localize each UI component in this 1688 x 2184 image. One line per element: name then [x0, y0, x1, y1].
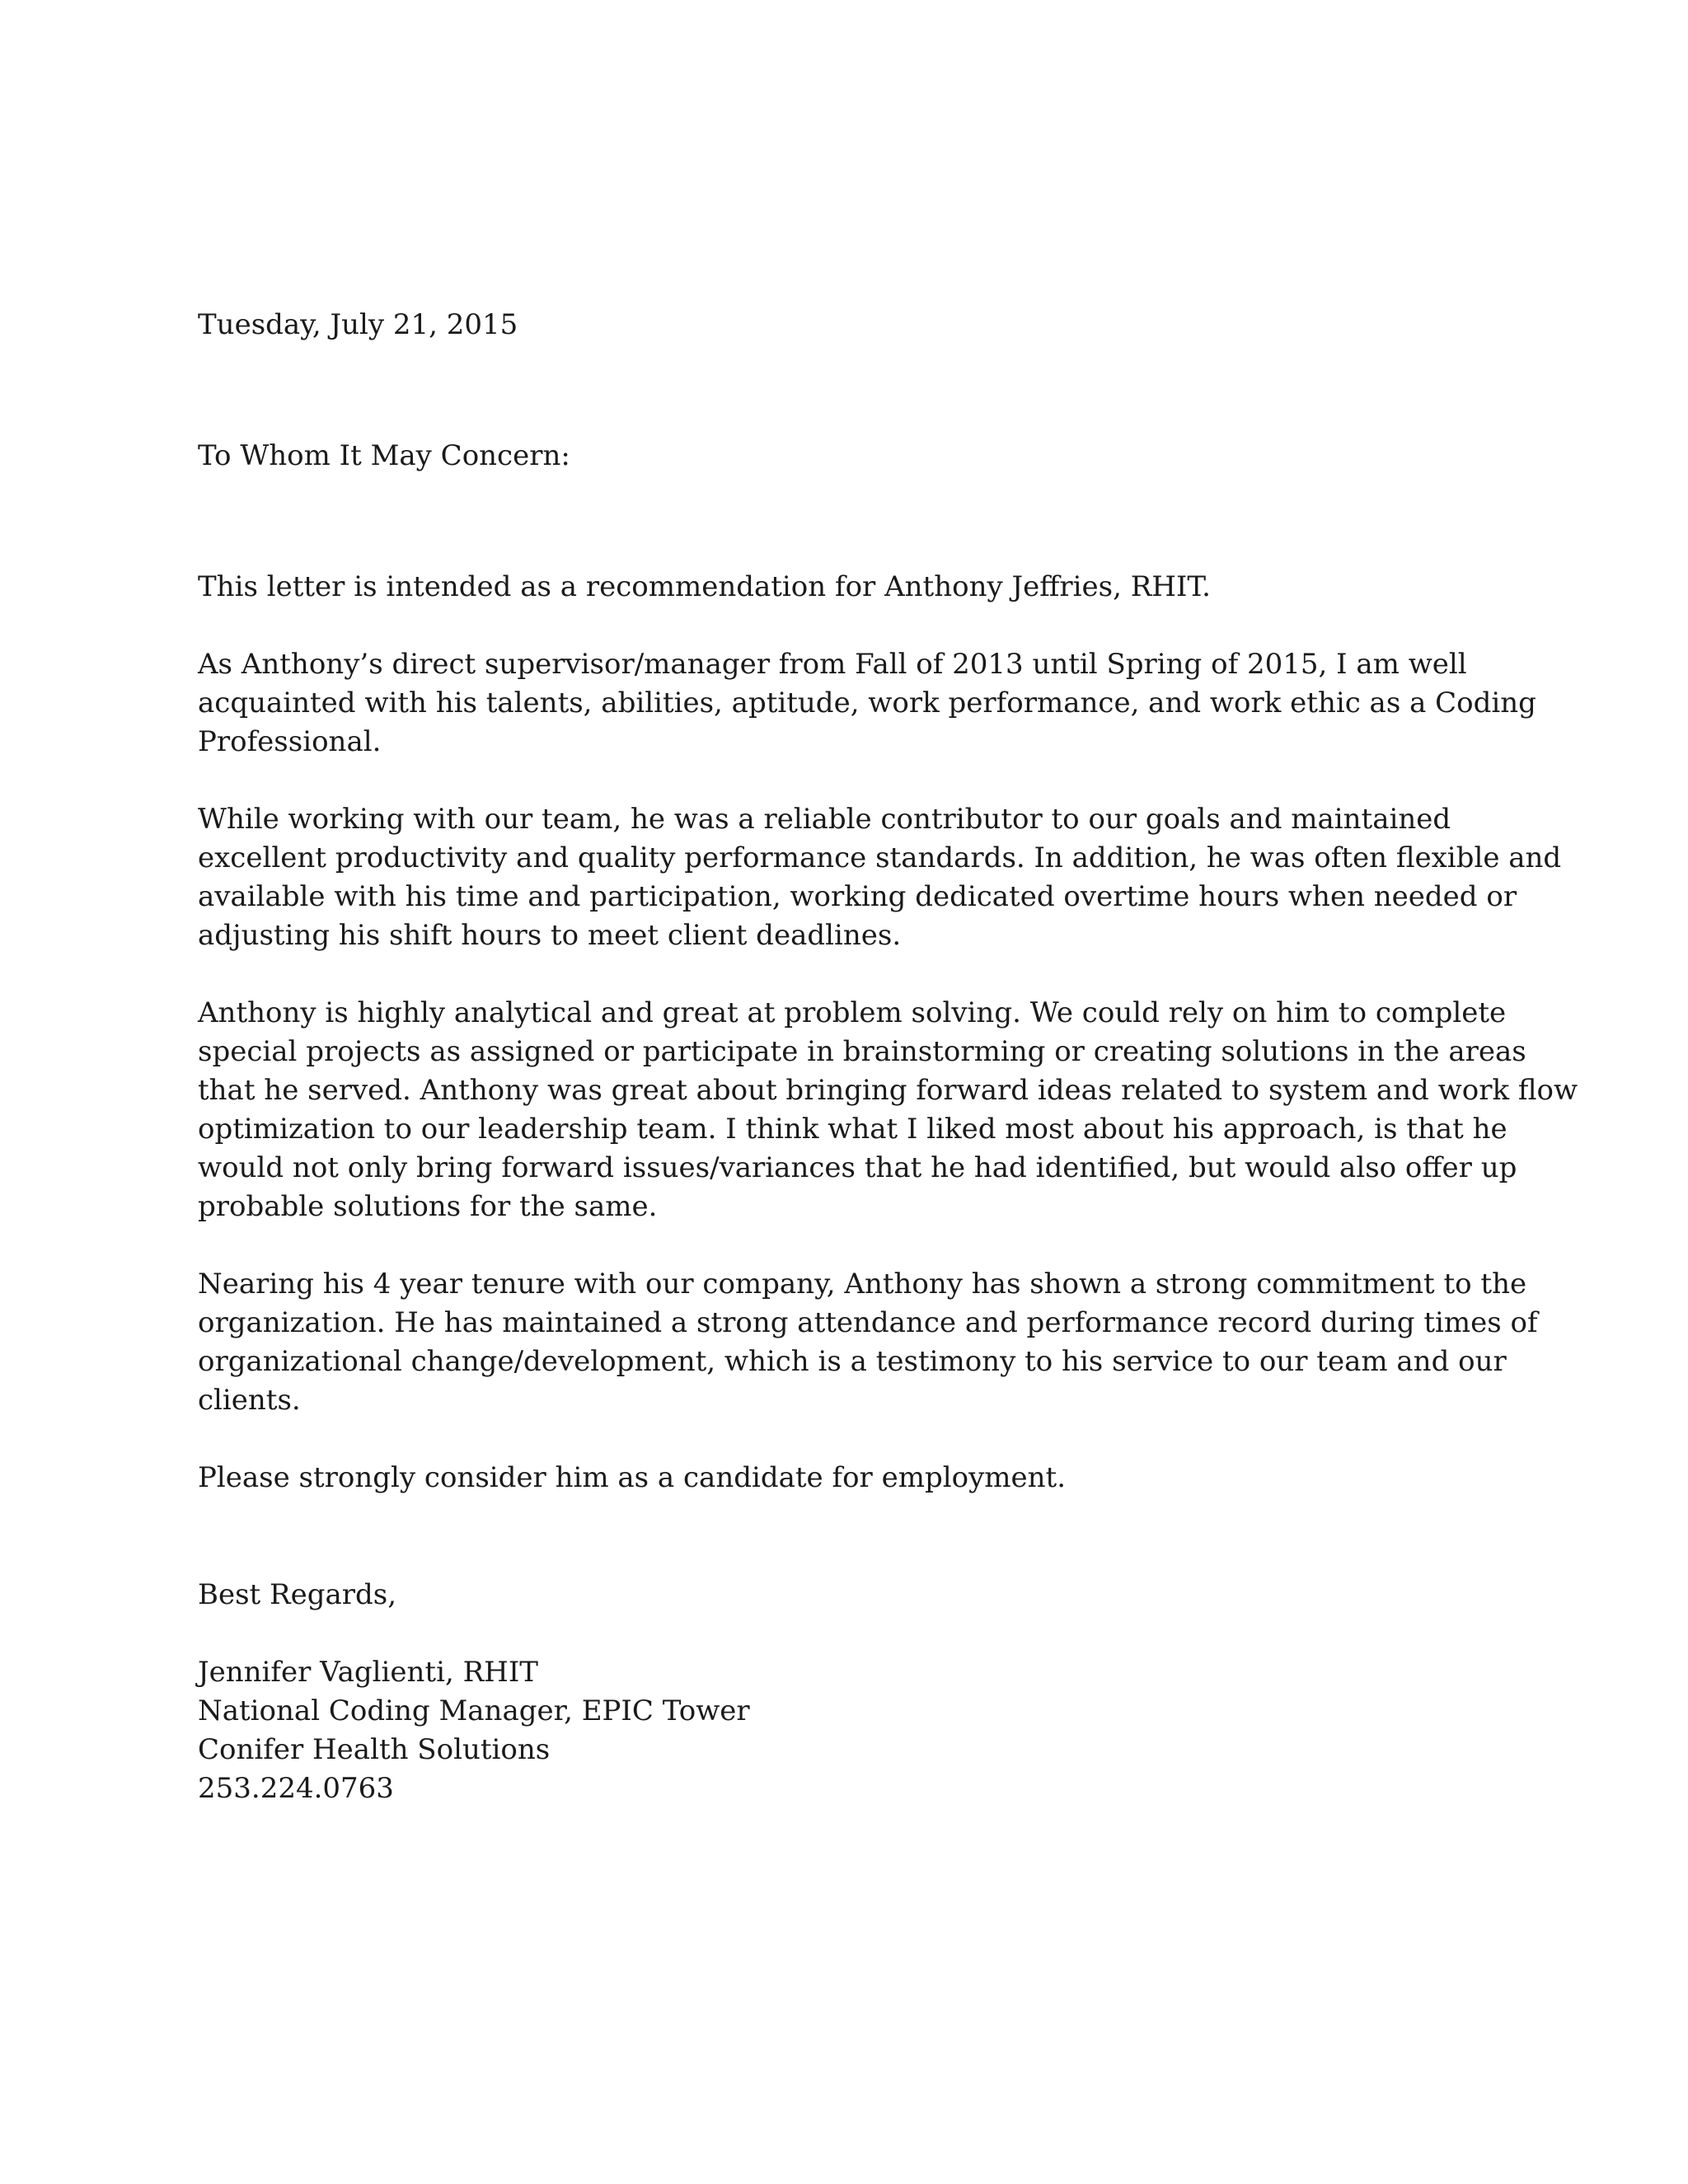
paragraph-line: organization. He has maintained a strong attendance and performance record during times of [198, 1306, 1538, 1339]
paragraph-line: Professional. [198, 725, 382, 758]
paragraph-tenure [198, 1265, 1538, 1420]
paragraph-line: As Anthony’s direct supervisor/manager from Fall of 2013 until Spring of 2015, I am well [198, 648, 1467, 681]
paragraph-line: excellent productivity and quality performance standards. In addition, he was often flexible and [198, 841, 1562, 874]
paragraph-line: available with his time and participation, working dedicated overtime hours when needed or [198, 880, 1517, 913]
paragraph-line: organizational change/development, which is a testimony to his service to our team and our [198, 1345, 1507, 1378]
signer-title: National Coding Manager, EPIC Tower [198, 1694, 750, 1727]
paragraph-line: Nearing his 4 year tenure with our company, Anthony has shown a strong commitment to the [198, 1268, 1527, 1301]
signer-company: Conifer Health Solutions [198, 1733, 551, 1766]
paragraph-line: special projects as assigned or participate in brainstorming or creating solutions in the areas [198, 1035, 1526, 1068]
paragraph-analytical [198, 994, 1578, 1226]
paragraph-line: that he served. Anthony was great about bringing forward ideas related to system and work flow [198, 1074, 1578, 1107]
paragraph-line: would not only bring forward issues/variances that he had identified, but would also offer up [198, 1151, 1517, 1184]
paragraph-recommendation [198, 1459, 1517, 1497]
signature-block [198, 1653, 1517, 1808]
paragraph-line: acquainted with his talents, abilities, aptitude, work performance, and work ethic as a Coding [198, 687, 1536, 719]
paragraph-line: Anthony is highly analytical and great at problem solving. We could rely on him to complete [198, 996, 1507, 1029]
signer-name: Jennifer Vaglienti, RHIT [198, 1656, 538, 1689]
paragraph-line: While working with our team, he was a reliable contributor to our goals and maintained [198, 803, 1451, 836]
letter-salutation: To Whom It May Concern: [198, 439, 570, 472]
paragraph-line: clients. [198, 1384, 301, 1417]
paragraph-teamwork [198, 800, 1562, 955]
letter-closing: Best Regards, [198, 1578, 397, 1611]
paragraph-line: probable solutions for the same. [198, 1190, 658, 1223]
signer-phone: 253.224.0763 [198, 1772, 394, 1805]
letter-body [198, 306, 1578, 1808]
paragraph-line: Please strongly consider him as a candidate for employment. [198, 1461, 1067, 1494]
paragraph-supervisor [198, 645, 1536, 762]
letter-date: Tuesday, July 21, 2015 [198, 308, 518, 341]
paragraph-line: adjusting his shift hours to meet client deadlines. [198, 919, 902, 952]
paragraph-line: optimization to our leadership team. I think what I liked most about his approach, is that he [198, 1113, 1507, 1146]
letter-intro: This letter is intended as a recommendation for Anthony Jeffries, RHIT. [198, 570, 1211, 603]
